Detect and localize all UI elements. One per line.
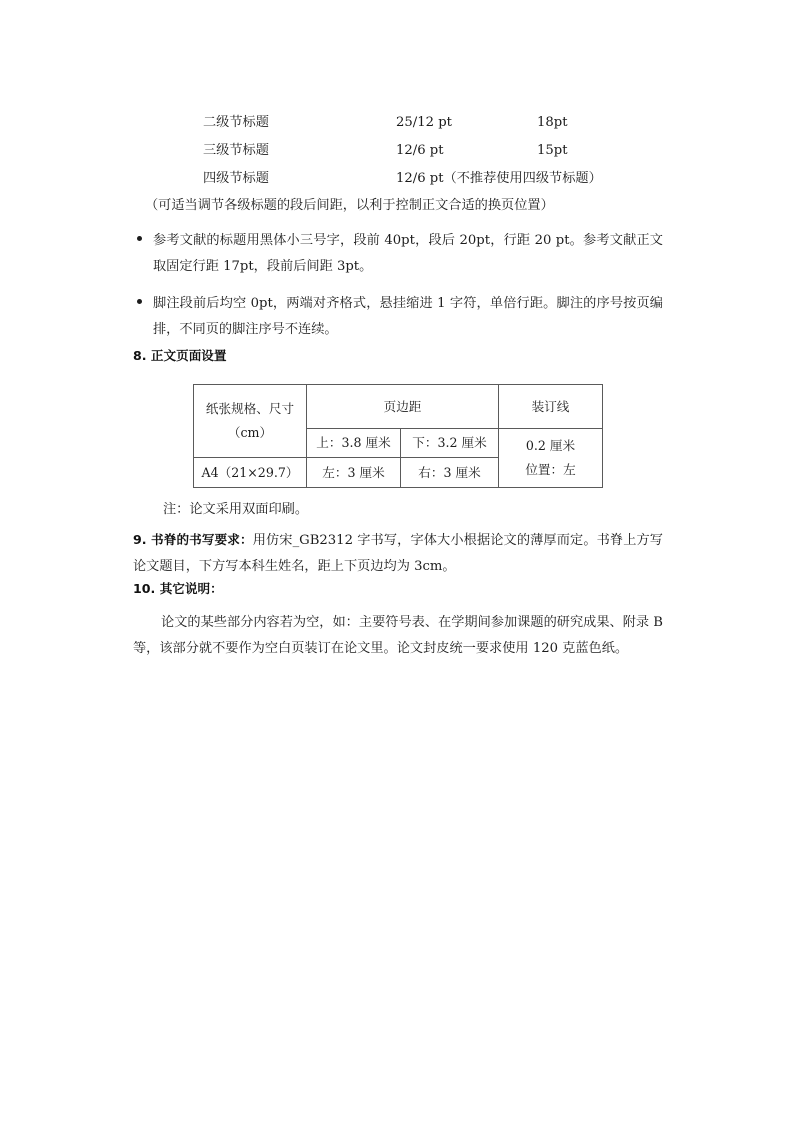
table-cell-margin-right: 右：3 厘米	[401, 458, 499, 488]
table-cell-margins-header: 页边距	[307, 385, 499, 429]
table-cell-margin-top: 上：3.8 厘米	[307, 429, 401, 458]
binding-value: 0.2 厘米	[525, 438, 576, 453]
section-8-heading: 8. 正文页面设置	[133, 348, 227, 363]
spec-row-label: 二级节标题	[203, 115, 269, 130]
page-setup-table	[193, 384, 603, 488]
paper-spec-header: 纸张规格、尺寸	[205, 401, 295, 416]
list-item-text: 脚注段前后均空 0pt，两端对齐格式，悬挂缩进 1 字符，单倍行距。脚注的序号按页编排，不同页的脚注序号不连续。	[153, 296, 663, 337]
table-note: 注：论文采用双面印刷。	[163, 502, 309, 517]
binding-position: 位置：左	[525, 462, 576, 477]
spec-row-spacing: 12/6 pt（不推荐使用四级节标题）	[396, 171, 602, 186]
bullet-icon	[137, 236, 142, 241]
spec-row-size: 18pt	[537, 115, 568, 130]
table-cell-margin-left: 左：3 厘米	[307, 458, 401, 488]
spec-row-label: 四级节标题	[203, 171, 269, 186]
spec-row-size: 15pt	[537, 143, 568, 158]
table-cell-binding-header: 装订线	[499, 385, 603, 429]
list-item-text: 参考文献的标题用黑体小三号字，段前 40pt，段后 20pt，行距 20 pt。参考文献正文取固定行距 17pt，段前后间距 3pt。	[153, 233, 663, 274]
spec-row-spacing: 12/6 pt	[396, 143, 444, 158]
table-cell-paper-size: A4（21×29.7）	[194, 458, 307, 488]
section-10-paragraph: 论文的某些部分内容若为空，如：主要符号表、在学期间参加课题的研究成果、附录 B 等，该部分就不要作为空白页装订在论文里。论文封皮统一要求使用 120 克蓝色纸。	[133, 615, 663, 656]
spec-note: （可适当调节各级标题的段后间距，以利于控制正文合适的换页位置）	[145, 198, 554, 213]
spec-row-spacing: 25/12 pt	[396, 115, 452, 130]
table-row	[194, 385, 603, 429]
section-9-text: 用仿宋_GB2312 字书写，字体大小根据论文的薄厚而定。书脊上方写论文题目，下方写本科生姓名，距上下页边均为 3cm。	[133, 533, 663, 574]
table-cell-margin-bottom: 下：3.2 厘米	[401, 429, 499, 458]
spec-row-label: 三级节标题	[203, 143, 269, 158]
table-cell-binding-value	[499, 429, 603, 488]
section-9-heading: 9. 书脊的书写要求：	[133, 532, 253, 547]
section-9-paragraph	[133, 527, 663, 579]
section-10-heading: 10. 其它说明：	[133, 581, 223, 596]
bullet-icon	[137, 299, 142, 304]
paper-spec-unit: （cm）	[227, 425, 273, 440]
table-cell-paper-spec	[194, 385, 307, 458]
